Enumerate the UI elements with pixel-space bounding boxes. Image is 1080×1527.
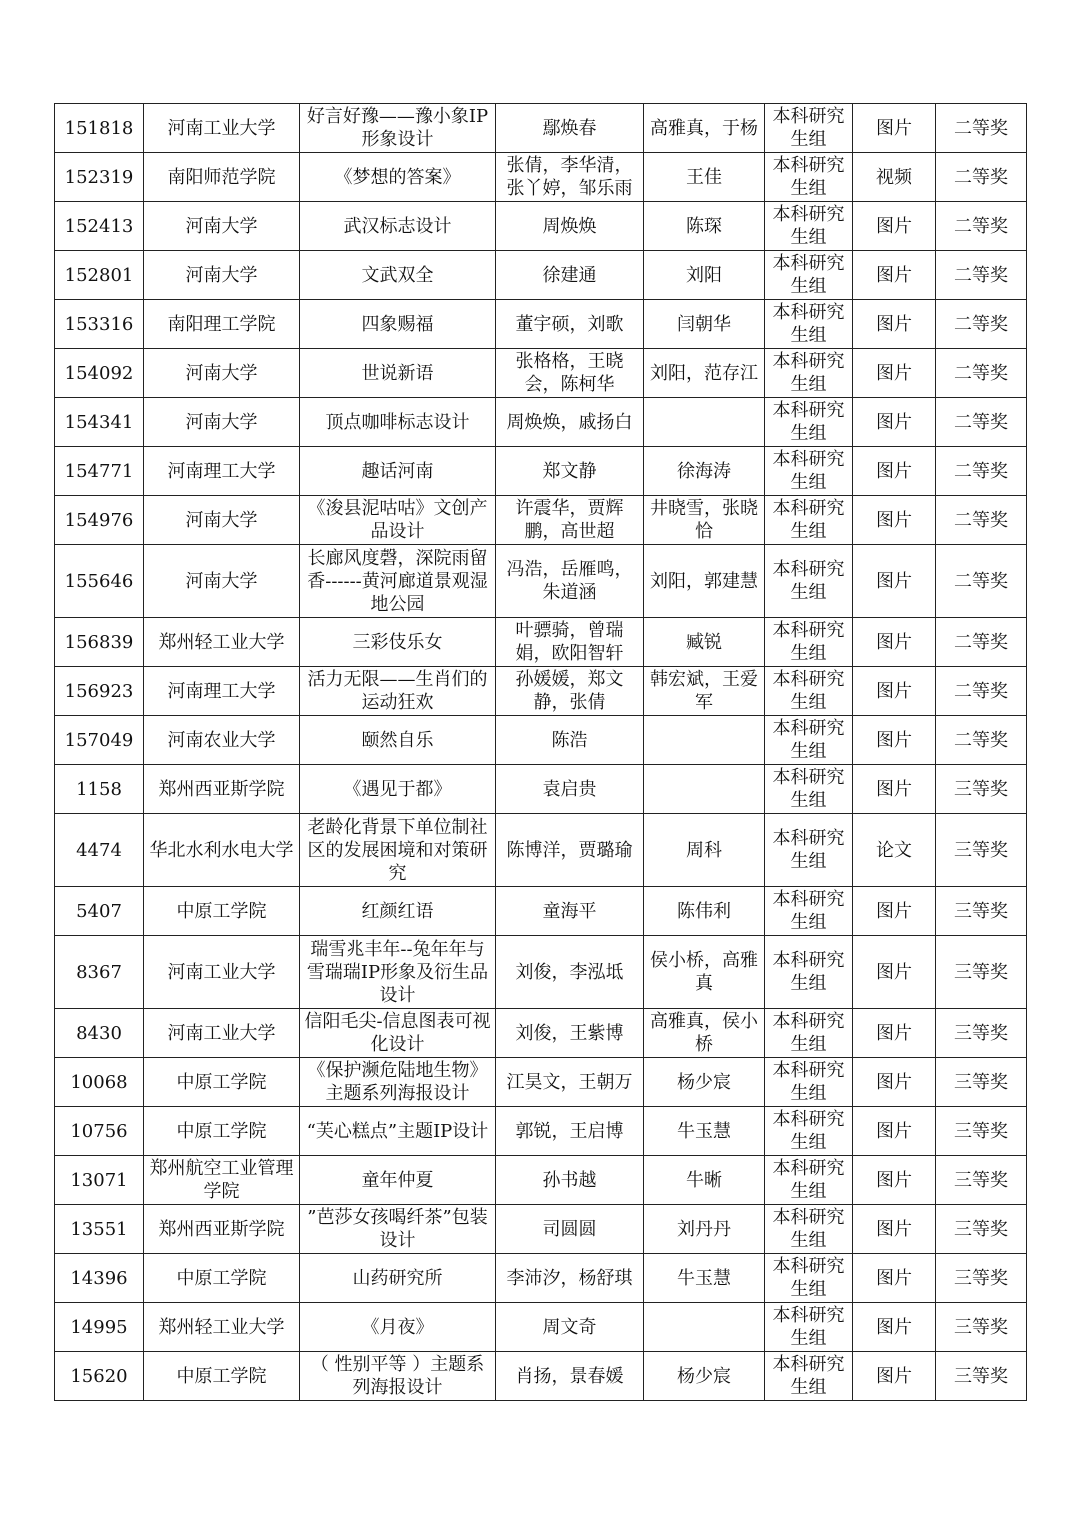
group-cell: 本科研究生组 [765,1058,853,1107]
entry-id-cell: 4474 [55,814,144,887]
advisor-cell [644,1303,765,1352]
authors-cell: 叶骠骑，曾瑞娟，欧阳智轩 [496,618,644,667]
advisor-cell: 刘阳，郭建慧 [644,545,765,618]
entry-id-cell: 8430 [55,1009,144,1058]
school-cell: 中原工学院 [144,1107,300,1156]
authors-cell: 司圆圆 [496,1205,644,1254]
school-cell: 河南大学 [144,496,300,545]
group-cell: 本科研究生组 [765,1303,853,1352]
work-type-cell: 图片 [853,1254,936,1303]
work-type-cell: 图片 [853,1009,936,1058]
advisor-cell [644,398,765,447]
advisor-cell: 侯小桥，高雅真 [644,936,765,1009]
work-type-cell: 图片 [853,618,936,667]
table-row [55,765,1027,814]
work-type-cell: 图片 [853,104,936,153]
authors-cell: 陈浩 [496,716,644,765]
award-cell: 三等奖 [936,765,1027,814]
advisor-cell: 刘丹丹 [644,1205,765,1254]
group-cell: 本科研究生组 [765,1352,853,1401]
entry-id-cell: 156839 [55,618,144,667]
group-cell: 本科研究生组 [765,496,853,545]
advisor-cell: 王佳 [644,153,765,202]
group-cell: 本科研究生组 [765,300,853,349]
school-cell: 郑州航空工业管理学院 [144,1156,300,1205]
award-cell: 三等奖 [936,1156,1027,1205]
school-cell: 郑州西亚斯学院 [144,765,300,814]
work-type-cell: 图片 [853,545,936,618]
award-cell: 二等奖 [936,300,1027,349]
group-cell: 本科研究生组 [765,251,853,300]
advisor-cell: 井晓雪，张晓恰 [644,496,765,545]
authors-cell: 江昊文，王朝万 [496,1058,644,1107]
authors-cell: 刘俊，李泓坻 [496,936,644,1009]
work-title-cell: 文武双全 [300,251,496,300]
group-cell: 本科研究生组 [765,202,853,251]
authors-cell: 周文奇 [496,1303,644,1352]
awards-table-body [55,104,1027,1401]
advisor-cell: 周科 [644,814,765,887]
entry-id-cell: 152319 [55,153,144,202]
award-cell: 三等奖 [936,1352,1027,1401]
table-row [55,716,1027,765]
entry-id-cell: 10068 [55,1058,144,1107]
work-title-cell: 信阳毛尖-信息图表可视化设计 [300,1009,496,1058]
award-cell: 二等奖 [936,202,1027,251]
entry-id-cell: 154341 [55,398,144,447]
work-title-cell: （ 性别平等 ）主题系列海报设计 [300,1352,496,1401]
school-cell: 河南农业大学 [144,716,300,765]
work-title-cell: 武汉标志设计 [300,202,496,251]
advisor-cell: 陈伟利 [644,887,765,936]
work-title-cell: 三彩伎乐女 [300,618,496,667]
advisor-cell: 牛晰 [644,1156,765,1205]
entry-id-cell: 14396 [55,1254,144,1303]
authors-cell: 冯浩，岳雁鸣，朱道涵 [496,545,644,618]
authors-cell: 许震华，贾辉鹏，高世超 [496,496,644,545]
work-type-cell: 图片 [853,1107,936,1156]
school-cell: 河南理工大学 [144,667,300,716]
school-cell: 郑州轻工业大学 [144,618,300,667]
work-type-cell: 图片 [853,1303,936,1352]
awards-table [54,103,1027,1401]
award-cell: 二等奖 [936,349,1027,398]
entry-id-cell: 13551 [55,1205,144,1254]
table-row [55,153,1027,202]
work-type-cell: 图片 [853,936,936,1009]
entry-id-cell: 157049 [55,716,144,765]
work-type-cell: 图片 [853,1058,936,1107]
group-cell: 本科研究生组 [765,887,853,936]
authors-cell: 李沛汐，杨舒琪 [496,1254,644,1303]
work-type-cell: 图片 [853,765,936,814]
table-row [55,936,1027,1009]
authors-cell: 张倩，李华清，张丫婷，邹乐雨 [496,153,644,202]
group-cell: 本科研究生组 [765,1205,853,1254]
school-cell: 南阳理工学院 [144,300,300,349]
entry-id-cell: 5407 [55,887,144,936]
award-cell: 二等奖 [936,153,1027,202]
work-type-cell: 图片 [853,1156,936,1205]
advisor-cell: 刘阳 [644,251,765,300]
table-row [55,349,1027,398]
work-title-cell: 瑞雪兆丰年--兔年年与雪瑞瑞IP形象及衍生品设计 [300,936,496,1009]
entry-id-cell: 152413 [55,202,144,251]
school-cell: 河南理工大学 [144,447,300,496]
work-title-cell: 《保护濒危陆地生物》主题系列海报设计 [300,1058,496,1107]
authors-cell: 孙书越 [496,1156,644,1205]
group-cell: 本科研究生组 [765,545,853,618]
award-cell: 三等奖 [936,1107,1027,1156]
group-cell: 本科研究生组 [765,716,853,765]
authors-cell: 孙媛媛，郑文静，张倩 [496,667,644,716]
award-cell: 二等奖 [936,104,1027,153]
table-row [55,1107,1027,1156]
school-cell: 河南大学 [144,349,300,398]
entry-id-cell: 151818 [55,104,144,153]
table-row [55,447,1027,496]
work-type-cell: 图片 [853,887,936,936]
advisor-cell: 徐海涛 [644,447,765,496]
entry-id-cell: 156923 [55,667,144,716]
award-cell: 二等奖 [936,545,1027,618]
work-title-cell: “芙心糕点”主题IP设计 [300,1107,496,1156]
entry-id-cell: 152801 [55,251,144,300]
work-title-cell: 世说新语 [300,349,496,398]
school-cell: 华北水利水电大学 [144,814,300,887]
authors-cell: 郭锐，王启博 [496,1107,644,1156]
award-cell: 三等奖 [936,814,1027,887]
school-cell: 中原工学院 [144,887,300,936]
advisor-cell: 陈琛 [644,202,765,251]
school-cell: 河南工业大学 [144,936,300,1009]
authors-cell: 袁启贵 [496,765,644,814]
work-title-cell: 颐然自乐 [300,716,496,765]
advisor-cell: 臧锐 [644,618,765,667]
work-title-cell: 《遇见于都》 [300,765,496,814]
table-row [55,1254,1027,1303]
award-cell: 三等奖 [936,936,1027,1009]
school-cell: 南阳师范学院 [144,153,300,202]
work-title-cell: 老龄化背景下单位制社区的发展困境和对策研究 [300,814,496,887]
school-cell: 河南大学 [144,251,300,300]
advisor-cell: 刘阳，范存江 [644,349,765,398]
group-cell: 本科研究生组 [765,765,853,814]
table-row [55,814,1027,887]
authors-cell: 郑文静 [496,447,644,496]
award-cell: 三等奖 [936,1303,1027,1352]
group-cell: 本科研究生组 [765,447,853,496]
group-cell: 本科研究生组 [765,1107,853,1156]
work-type-cell: 图片 [853,1205,936,1254]
table-row [55,496,1027,545]
entry-id-cell: 14995 [55,1303,144,1352]
table-row [55,1303,1027,1352]
school-cell: 中原工学院 [144,1254,300,1303]
table-row [55,1009,1027,1058]
advisor-cell: 高雅真，于杨 [644,104,765,153]
entry-id-cell: 154976 [55,496,144,545]
work-title-cell: 红颜红语 [300,887,496,936]
work-title-cell: 四象赐福 [300,300,496,349]
work-type-cell: 图片 [853,496,936,545]
work-title-cell: 顶点咖啡标志设计 [300,398,496,447]
authors-cell: 鄢焕春 [496,104,644,153]
authors-cell: 张格格，王晓会，陈柯华 [496,349,644,398]
table-row [55,1058,1027,1107]
entry-id-cell: 153316 [55,300,144,349]
group-cell: 本科研究生组 [765,618,853,667]
authors-cell: 周焕焕，戚扬白 [496,398,644,447]
school-cell: 河南大学 [144,398,300,447]
table-row [55,1352,1027,1401]
authors-cell: 董宇硕，刘歌 [496,300,644,349]
group-cell: 本科研究生组 [765,104,853,153]
entry-id-cell: 15620 [55,1352,144,1401]
advisor-cell: 韩宏斌，王爱军 [644,667,765,716]
advisor-cell: 闫朝华 [644,300,765,349]
award-cell: 三等奖 [936,887,1027,936]
table-row [55,1156,1027,1205]
advisor-cell: 杨少宸 [644,1352,765,1401]
school-cell: 中原工学院 [144,1058,300,1107]
entry-id-cell: 1158 [55,765,144,814]
work-title-cell: 长廊风度磬，深院雨留香------黄河廊道景观湿地公园 [300,545,496,618]
authors-cell: 陈博洋，贾璐瑜 [496,814,644,887]
table-row [55,667,1027,716]
advisor-cell [644,765,765,814]
authors-cell: 刘俊，王紫博 [496,1009,644,1058]
entry-id-cell: 154092 [55,349,144,398]
group-cell: 本科研究生组 [765,814,853,887]
work-type-cell: 视频 [853,153,936,202]
work-title-cell: ”芭莎女孩喝纤茶”包装设计 [300,1205,496,1254]
table-row [55,104,1027,153]
group-cell: 本科研究生组 [765,1009,853,1058]
school-cell: 郑州西亚斯学院 [144,1205,300,1254]
authors-cell: 肖扬，景春媛 [496,1352,644,1401]
school-cell: 河南工业大学 [144,104,300,153]
work-title-cell: 山药研究所 [300,1254,496,1303]
table-row [55,300,1027,349]
work-title-cell: 好言好豫——豫小象IP形象设计 [300,104,496,153]
award-cell: 二等奖 [936,496,1027,545]
award-cell: 二等奖 [936,447,1027,496]
advisor-cell [644,716,765,765]
award-cell: 二等奖 [936,667,1027,716]
entry-id-cell: 155646 [55,545,144,618]
work-type-cell: 论文 [853,814,936,887]
school-cell: 郑州轻工业大学 [144,1303,300,1352]
entry-id-cell: 10756 [55,1107,144,1156]
entry-id-cell: 154771 [55,447,144,496]
award-cell: 二等奖 [936,398,1027,447]
work-title-cell: 《梦想的答案》 [300,153,496,202]
work-title-cell: 童年仲夏 [300,1156,496,1205]
group-cell: 本科研究生组 [765,349,853,398]
group-cell: 本科研究生组 [765,667,853,716]
table-row [55,887,1027,936]
authors-cell: 徐建通 [496,251,644,300]
award-cell: 二等奖 [936,251,1027,300]
work-title-cell: 《月夜》 [300,1303,496,1352]
award-cell: 三等奖 [936,1205,1027,1254]
entry-id-cell: 8367 [55,936,144,1009]
award-cell: 二等奖 [936,716,1027,765]
school-cell: 河南工业大学 [144,1009,300,1058]
advisor-cell: 高雅真，侯小桥 [644,1009,765,1058]
authors-cell: 周焕焕 [496,202,644,251]
work-type-cell: 图片 [853,667,936,716]
work-type-cell: 图片 [853,349,936,398]
work-type-cell: 图片 [853,300,936,349]
award-cell: 三等奖 [936,1058,1027,1107]
work-type-cell: 图片 [853,447,936,496]
award-cell: 三等奖 [936,1254,1027,1303]
work-title-cell: 活力无限——生肖们的运动狂欢 [300,667,496,716]
work-type-cell: 图片 [853,202,936,251]
group-cell: 本科研究生组 [765,1254,853,1303]
group-cell: 本科研究生组 [765,936,853,1009]
table-row [55,202,1027,251]
award-cell: 三等奖 [936,1009,1027,1058]
authors-cell: 童海平 [496,887,644,936]
table-row [55,398,1027,447]
table-row [55,1205,1027,1254]
advisor-cell: 牛玉慧 [644,1254,765,1303]
group-cell: 本科研究生组 [765,1156,853,1205]
work-type-cell: 图片 [853,398,936,447]
work-title-cell: 《浚县泥咕咕》文创产品设计 [300,496,496,545]
work-type-cell: 图片 [853,1352,936,1401]
table-row [55,618,1027,667]
school-cell: 河南大学 [144,545,300,618]
table-row [55,545,1027,618]
work-title-cell: 趣话河南 [300,447,496,496]
group-cell: 本科研究生组 [765,153,853,202]
work-type-cell: 图片 [853,251,936,300]
school-cell: 中原工学院 [144,1352,300,1401]
advisor-cell: 牛玉慧 [644,1107,765,1156]
table-row [55,251,1027,300]
advisor-cell: 杨少宸 [644,1058,765,1107]
work-type-cell: 图片 [853,716,936,765]
entry-id-cell: 13071 [55,1156,144,1205]
school-cell: 河南大学 [144,202,300,251]
award-cell: 二等奖 [936,618,1027,667]
group-cell: 本科研究生组 [765,398,853,447]
